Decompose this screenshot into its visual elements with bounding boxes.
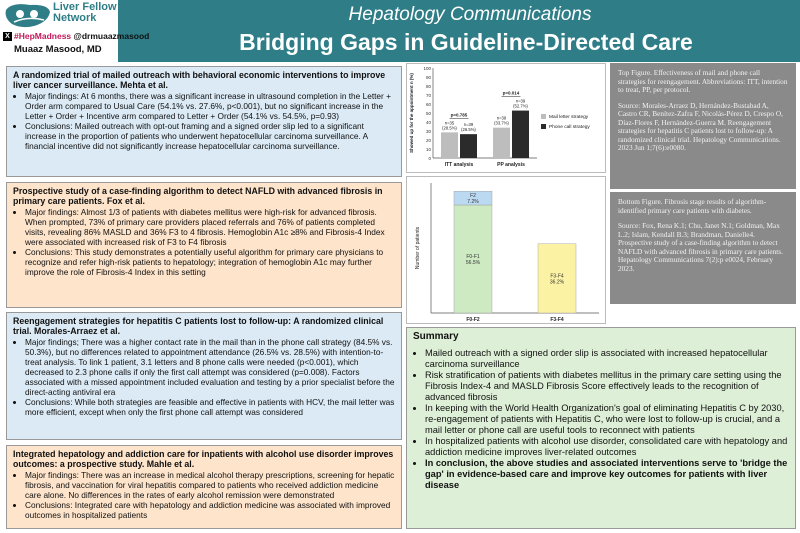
p-value-label: p=0.785	[450, 112, 468, 118]
y-tick-label: 10	[425, 147, 431, 152]
caption-text: Bottom Figure. Fibrosis stage results of algorithm-identified primary care patients with diabetes.	[618, 197, 767, 215]
study-section-fox	[6, 182, 402, 308]
section-title: Reengagement strategies for hepatitis C patients lost to follow-up: A randomized clinical trial. Morales-Arraez et al.	[13, 316, 384, 336]
section-title: A randomized trial of mailed outreach with behavioral economic interventions to improve liver cancer surveillance. Mehta et al.	[13, 70, 386, 90]
y-tick-label: 20	[425, 138, 431, 143]
segment-percent: 7.2%	[467, 199, 479, 206]
y-tick-label: 40	[425, 120, 431, 125]
poster-title: Bridging Gaps in Guideline-Directed Care	[239, 29, 693, 55]
study-section-mehta	[6, 66, 402, 177]
summary-point: • Mailed outreach with a signed order slip is associated with increased hepatocellular carcinoma surveillance	[425, 348, 789, 370]
y-axis-label: Showed up for the appointment n (%)	[409, 73, 414, 153]
segment-percent: 56.5%	[465, 259, 481, 266]
legend-entry: Phone call strategy	[549, 125, 590, 130]
data-label: (52.7%)	[513, 103, 528, 109]
data-label: n=39	[515, 98, 526, 104]
segment-label: F0-F1	[466, 253, 480, 260]
caption-text: Top Figure. Effectiveness of mail and phone call strategies for reengagement. Abbreviations: ITT, intention to treat, PP, per protocol.	[618, 68, 788, 94]
poster-header	[0, 0, 800, 62]
bottom-figure-caption	[610, 192, 796, 304]
major-findings: • Major findings: Almost 1/3 of patients with diabetes mellitus were high-risk for advanced fibrosis. When prompted, 73% of primary care providers placed referrals and 76% of patients completed visits, revealing 86% MASLD and 36% F3 to 4 fibrosis. Hemoglobin A1c ≥8% and Fibrosis-4 Index were associated with increased risk of F3 to F4 fibrosis	[25, 207, 395, 247]
y-tick-label: 0	[428, 156, 431, 161]
conclusions: • Conclusions: While both strategies are feasible and effective in patients with HCV, the mail letter was more efficient, except when only the first phone call attempt was considered	[25, 397, 395, 417]
y-tick-label: 90	[425, 75, 431, 80]
y-tick-label: 30	[425, 129, 431, 134]
x-tick-label: ITT analysis	[444, 162, 474, 168]
data-label: n=39	[463, 122, 474, 128]
summary-point: • Risk stratification of patients with diabetes mellitus in the primary care setting using the Fibrosis Index-4 and MASLD Fibrosis Score effectively leads to the recognition of advanced fibrosis	[425, 370, 789, 403]
bar	[512, 111, 529, 158]
legend-entry: Mail letter strategy	[549, 115, 589, 120]
major-findings: • Major findings; There was a higher contact rate in the mail than in the phone call strategy (84.5% vs. 50.3%), but no differences related to appointment attendance (26.5% vs. 28.5%) with intention-to-treat analysis. To link 1 patient, 3.1 letters and 8 phone calls were needed (p<0.001), which decreased to 2.3 phone calls if only the first call attempt was considered (p=0.008). Factors associated with a missed appointment included evaluation and testing by a prior specialist before the direct-acting antiviral era	[25, 337, 395, 397]
summary-point: • In keeping with the World Health Organization's goal of eliminating Hepatitis C by 2030, re-engagement of patients with Hepatitis C, who were lost to follow-up is crucial, and a mail letter or phone call are useful tools to reconnect with patients	[425, 403, 789, 436]
x-tick-label: PP analysis	[497, 162, 525, 168]
top-chart-panel	[406, 63, 606, 173]
bar	[460, 134, 477, 158]
data-label: n=39	[496, 115, 507, 121]
data-label: n=35	[444, 120, 455, 126]
summary-title: Summary	[413, 331, 459, 342]
x-logo-icon: X	[3, 32, 12, 41]
x-tick-label: F3-F4	[550, 317, 564, 323]
bottom-chart-panel	[406, 176, 606, 324]
y-tick-label: 60	[425, 102, 431, 107]
conclusions: • Conclusions: Mailed outreach with opt-out framing and a signed order slip led to a significant increase in the proportion of patients who underwent hepatocellular carcinoma surveillance. A financial incentive did not significantly increase hepatocellular carcinoma surveillance.	[25, 121, 395, 151]
x-tick-label: F0-F2	[466, 317, 480, 323]
study-section-mahle	[6, 445, 402, 529]
y-tick-label: 70	[425, 93, 431, 98]
y-tick-label: 80	[425, 84, 431, 89]
y-tick-label: 50	[425, 111, 431, 116]
section-title: Prospective study of a case-finding algorithm to detect NAFLD with advanced fibrosis in primary care patients. Fox et al.	[13, 186, 383, 206]
p-value-label: p=0.014	[502, 90, 520, 96]
y-tick-label: 100	[423, 66, 431, 71]
y-axis-label: Number of patients	[415, 226, 421, 270]
segment-label: F2	[470, 193, 476, 200]
summary-point: • In hospitalized patients with alcohol use disorder, consolidated care with hepatology and addiction medicine improves liver-related outcomes	[425, 436, 789, 458]
data-label: (28.5%)	[442, 125, 457, 131]
bar	[441, 132, 458, 158]
author-handle[interactable]: @drmuaazmasood	[73, 31, 150, 41]
top-figure-caption	[610, 63, 796, 189]
journal-title: Hepatology Communications	[348, 4, 592, 25]
data-label: (33.7%)	[494, 120, 509, 126]
section-title: Integrated hepatology and addiction care for inpatients with alcohol use disorder improves outcomes: a prospective study. Mahle et al.	[13, 449, 394, 469]
reengagement-bar-chart	[407, 64, 605, 172]
data-label: (26.5%)	[461, 127, 476, 133]
segment-percent: 36.2%	[549, 279, 565, 286]
conclusions: • Conclusions: This study demonstrates a potentially useful algorithm for primary care physicians to recognize and refer high-risk patients to hepatology; integration of hemoglobin A1c may further improve the role of Fibrosis-4 Index in this setting	[25, 247, 395, 277]
hashtag[interactable]: #HepMadness	[14, 31, 72, 41]
fibrosis-bar-chart	[407, 177, 605, 323]
summary-panel	[406, 327, 796, 529]
legend-swatch	[541, 114, 546, 119]
liver-logo-icon	[4, 2, 52, 30]
major-findings: • Major findings: There was an increase in medical alcohol therapy prescriptions, screening for hepatic fibrosis, and vaccination for viral hepatitis compared to patients who received addiction medicine care alone. No differences in the rates of early alcohol remission were demonstrated	[25, 470, 395, 500]
caption-source: Source: Fox, Rena K.1; Chu, Janet N.1; Goldman, Max L.2; Islam, Kendall B.3; Brandman, Danielle4. Prospective study of a case-finding algorithm to detect NAFLD with advanced fibrosis in primary care patients. Hepatology Communications 7(2):p e0024, February 2023.	[618, 221, 783, 273]
legend-swatch	[541, 124, 546, 129]
author-name: Muaaz Masood, MD	[14, 44, 102, 55]
summary-conclusion: • In conclusion, the above studies and associated interventions serve to 'bridge the gap' in evidence-based care and improve key outcomes for patients with liver disease	[425, 458, 789, 491]
caption-source: Source: Morales-Arraez D, Hernández-Bustabad A, Castro CR, Benítez-Zafra F, Nicolás-Pérez D, Crespo O, Díaz-Flores F, Hernández-Guerra M. Reengagement strategies for hepatitis C patients lost to follow-up: A randomized clinical trial. Hepatology Communications. 2023 Jun 1;7(6):e0080.	[618, 100, 783, 152]
conclusions: • Conclusions: Integrated care with hepatology and addiction medicine was associated with improved outcomes in hospitalized patients	[25, 500, 395, 520]
branding-panel	[0, 0, 150, 62]
study-section-morales	[6, 312, 402, 440]
segment-label: F3-F4	[550, 273, 564, 280]
network-name: Liver Fellow Network	[53, 1, 117, 24]
social-row	[3, 31, 149, 41]
bar	[493, 128, 510, 158]
major-findings: • Major findings: At 6 months, there was a significant increase in ultrasound completion in the Letter + Order arm compared to Usual Care (54.1% vs. 27.6%, p<0.001), but no significant increase in the Letter + Order + Incentive arm compared to Letter + Order (54.1% vs. 54.5%, p=0.93)	[25, 91, 395, 121]
